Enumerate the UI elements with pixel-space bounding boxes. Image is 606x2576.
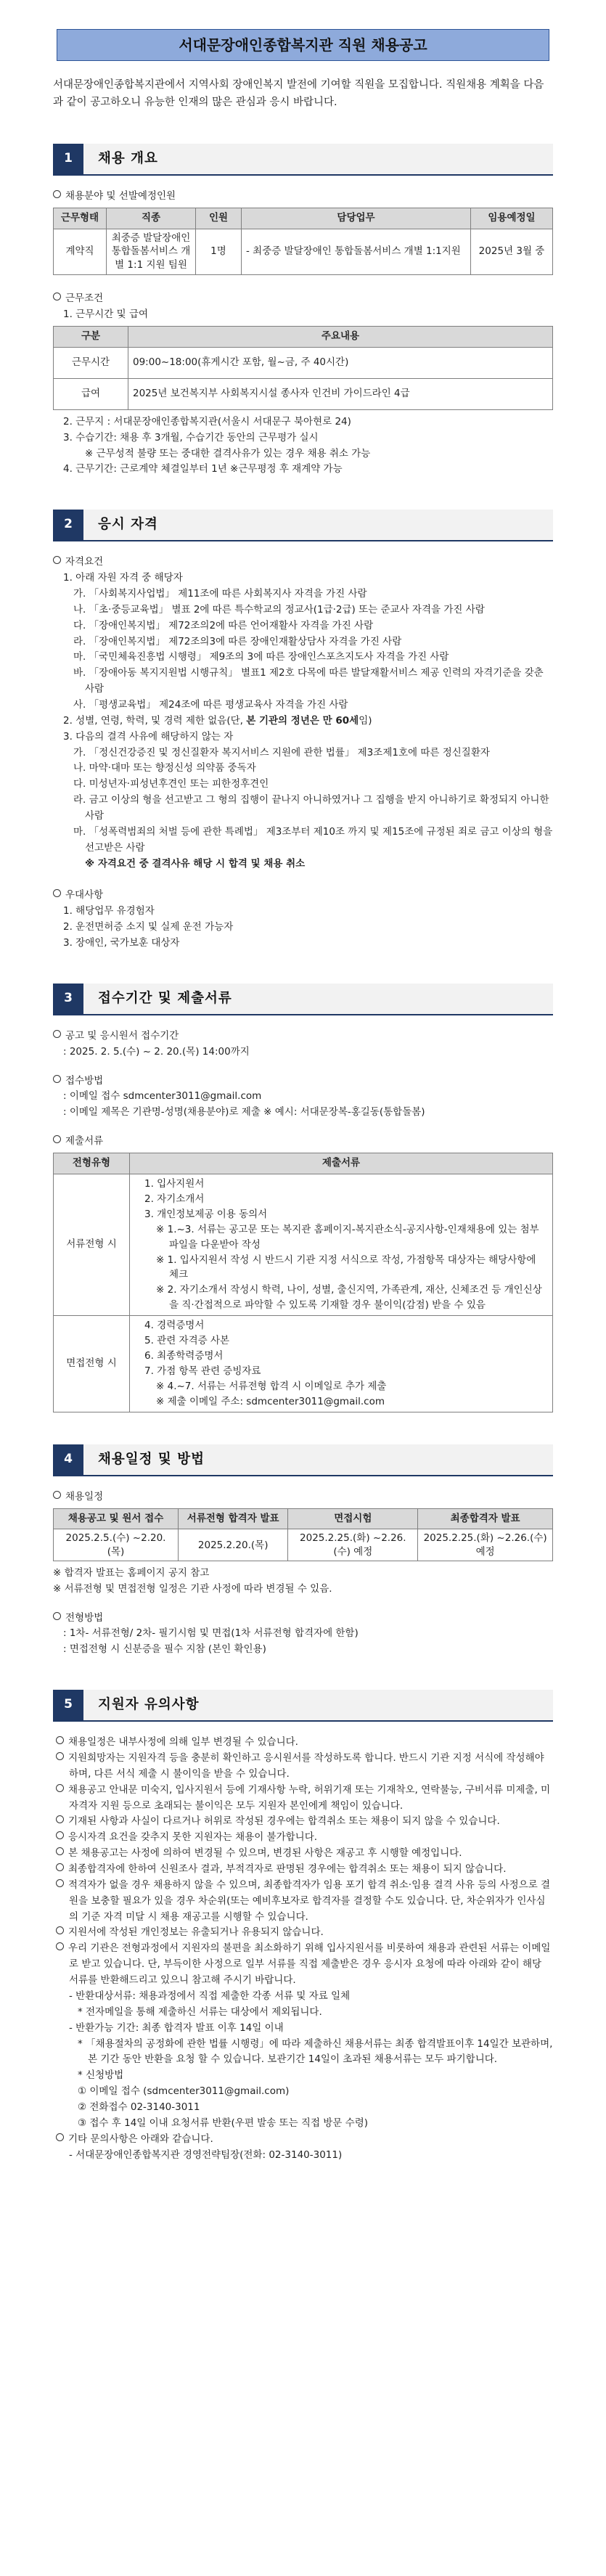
intro-text: 서대문장애인종합복지관에서 지역사회 장애인복지 발전에 기여할 직원을 모집합니다. 직원채용 계획을 다음과 같이 공고하오니 유능한 인재의 많은 관심과 응시 바랍니다. [53, 79, 544, 108]
table-cell: 09:00~18:00(휴게시간 포함, 월~금, 주 40시간) [128, 347, 553, 378]
table-cell: 2025년 3월 중 [471, 229, 553, 275]
list-item: ① 이메일 접수 (sdmcenter3011@gmail.com) [78, 2085, 290, 2098]
list-item: 4. 근무기간: 근로계약 체결일부터 1년 ※근무평정 후 재계약 가능 [63, 463, 343, 475]
list-item: 바. 「장애아동 복지지원법 시행규칙」 별표1 제2호 다목에 따른 발달재활서비스 제공 인력의 자격기준을 갖춘 사람 [73, 667, 544, 695]
list-item: : 이메일 접수 sdmcenter3011@gmail.com [63, 1090, 262, 1103]
section-number: 4 [53, 1444, 83, 1475]
list-item: ※ 자격요건 중 결격사유 해당 시 합격 및 채용 취소 [85, 857, 306, 870]
table-cell: 급여 [54, 378, 128, 409]
subheading: 자격요건 [53, 555, 553, 571]
list-item: 다. 「장애인복지법」 제72조의2에 따른 언어재활사 자격을 가진 사람 [73, 619, 374, 631]
section-body-2 [53, 555, 553, 952]
circle-bullet-icon [53, 556, 61, 564]
circle-bullet-icon [56, 1942, 64, 1950]
list-item: 마. 「국민체육진흥법 시행령」 제9조의 3에 따른 장애인스포츠지도사 자격을 가진 사람 [73, 651, 449, 663]
table-header: 채용공고 및 원서 접수 [54, 1508, 179, 1529]
subheading: 제출서류 [53, 1134, 553, 1150]
list-item: ② 전화접수 02-3140-3011 [78, 2101, 200, 2113]
notice-item: 기재된 사항과 사실이 다르거나 허위로 작성된 경우에는 합격취소 또는 채용이 되지 않을 수 있습니다. [53, 1814, 553, 1830]
list-item: 3. 장애인, 국가보훈 대상자 [63, 937, 180, 949]
subheading: 채용분야 및 선발예정인원 [53, 189, 553, 205]
list-item: - 반환대상서류: 채용과정에서 직접 제출한 각종 서류 및 자료 일체 [69, 1990, 351, 2002]
section-header-2 [53, 510, 553, 541]
circle-bullet-icon [53, 1612, 61, 1620]
section-body-1 [53, 189, 553, 478]
circle-bullet-icon [56, 1736, 64, 1744]
schedule-table [53, 1508, 553, 1561]
section-title: 채용일정 및 방법 [98, 1451, 205, 1467]
list-item: : 면접전형 시 신분증을 필수 지참 (본인 확인용) [63, 1643, 266, 1656]
table-header: 면접시험 [288, 1508, 418, 1529]
notice-item: 채용일정은 내부사정에 의해 일부 변경될 수 있습니다. [53, 1735, 553, 1751]
table-cell: - 최중증 발달장애인 통합돌봄서비스 개별 1:1지원 [242, 229, 471, 275]
conditions-list [53, 414, 553, 478]
circle-bullet-icon [56, 1879, 64, 1887]
subheading: 전형방법 [53, 1611, 553, 1627]
list-item: 1. 해당업무 유경험자 [63, 905, 155, 917]
circle-bullet-icon [56, 2133, 64, 2141]
section-title: 채용 개요 [98, 150, 158, 166]
circle-bullet-icon [53, 1075, 61, 1083]
section-number: 2 [53, 510, 83, 540]
section-header-1 [53, 144, 553, 176]
list-item: 가. 「정신건강증진 및 정신질환자 복지서비스 지원에 관한 법률」 제3조제1호에 따른 정신질환자 [73, 746, 490, 759]
circle-bullet-icon [53, 293, 61, 300]
list-item: * 전자메일을 통해 제출하신 서류는 대상에서 제외됩니다. [78, 2005, 322, 2018]
list-item: * 신청방법 [78, 2069, 124, 2082]
section-header-5 [53, 1690, 553, 1722]
list-item: : 이메일 제목은 기관명-성명(채용분야)로 제출 ※ 예시: 서대문장복-홍길동(통합돌봄) [63, 1106, 425, 1119]
circle-bullet-icon [56, 1784, 64, 1792]
subheading: 공고 및 응시원서 접수기간 [53, 1029, 553, 1044]
table-cell: 2025.2.25.(화) ~2.26.(수) 예정 [418, 1529, 553, 1561]
table-cell: 2025.2.25.(화) ~2.26.(수) 예정 [288, 1529, 418, 1561]
section-body-3 [53, 1029, 553, 1412]
section-body-4 [53, 1489, 553, 1658]
list-item: - 반환가능 기간: 최종 합격자 발표 이후 14일 이내 [69, 2021, 284, 2034]
list-item: 다. 미성년자·피성년후견인 또는 피한정후견인 [73, 778, 269, 790]
list-item: 3. 다음의 결격 사유에 해당하지 않는 자 [63, 730, 234, 743]
notice-item: 기타 문의사항은 아래와 같습니다. [53, 2132, 553, 2148]
work-conditions-table [53, 326, 553, 410]
section-header-3 [53, 984, 553, 1015]
circle-bullet-icon [56, 1926, 64, 1934]
table-header: 인원 [196, 208, 242, 229]
circle-bullet-icon [56, 1752, 64, 1760]
circle-bullet-icon [56, 1831, 64, 1839]
table-cell: 2025.2.20.(목) [179, 1529, 288, 1561]
list-item: 3. 수습기간: 채용 후 3개월, 수습기간 동안의 근무평가 실시 [63, 431, 319, 443]
list-item: ※ 서류전형 및 면접전형 일정은 기관 사정에 따라 변경될 수 있음. [53, 1582, 332, 1595]
table-header: 주요내용 [128, 326, 553, 347]
notice-item: 지원희망자는 지원자격 등을 충분히 확인하고 응시원서를 작성하도록 합니다. 반드시 기관 지정 서식에 작성해야 하며, 다른 서식 제출 시 불이익을 받을 수 있습니다. [53, 1751, 553, 1783]
section-title: 접수기간 및 제출서류 [98, 990, 232, 1006]
list-item: * 「채용절차의 공정화에 관한 법률 시행령」에 따라 제출하신 채용서류는 최종 합격발표이후 14일간 보관하며, 본 기간 동안 반환을 요청 할 수 있습니다. 보관기간 14일이 초과된 채용서류는 모두 파기합니다. [78, 2037, 553, 2066]
notice-item: 지원서에 작성된 개인정보는 유출되거나 유용되지 않습니다. [53, 1925, 553, 1941]
notice-item: 본 채용공고는 사정에 의하여 변경될 수 있으며, 변경된 사항은 재공고 후 시행할 예정입니다. [53, 1846, 553, 1862]
subheading: 근무조건 [53, 291, 553, 307]
list-item: 나. 「초·중등교육법」 별표 2에 따른 특수학교의 정교사(1급·2급) 또는 준교사 자격을 가진 사람 [73, 603, 485, 616]
subheading: 접수방법 [53, 1074, 553, 1089]
list-item: 2. 운전면허증 소지 및 실제 운전 가능자 [63, 921, 234, 933]
table-header: 담당업무 [242, 208, 471, 229]
subheading: 채용일정 [53, 1489, 553, 1505]
notice-item: 적격자가 없을 경우 채용하지 않을 수 있으며, 최종합격자가 임용 포기 합격 취소·임용 결격 사유 등의 사정으로 결원을 보충할 필요가 있을 경우 차순위(또는 예비후보자로 합격자를 결정할 수도 있습니다. 단, 차순위자가 인사심의 기준 자격 미달 시 채용 재공고를 시행할 수 있습니다. [53, 1878, 553, 1926]
list-item: 가. 「사회복지사업법」 제11조에 따른 사회복지사 자격을 가진 사람 [73, 587, 367, 600]
table-header: 구분 [54, 326, 128, 347]
table-header: 직종 [107, 208, 196, 229]
page-title: 서대문장애인종합복지관 직원 채용공고 [57, 29, 549, 61]
table-header: 전형유형 [54, 1153, 130, 1174]
list-item: 라. 금고 이상의 형을 선고받고 그 형의 집행이 끝나지 아니하였거나 그 집행을 받지 아니하기로 확정되지 아니한 사람 [73, 794, 549, 822]
contact-line: - 서대문장애인종합복지관 경영전략팀장(전화: 02-3140-3011) [69, 2148, 343, 2161]
position-table [53, 208, 553, 276]
notice-item: 최종합격자에 한하여 신원조사 결과, 부적격자로 판명된 경우에는 합격취소 또는 채용이 되지 않습니다. [53, 1862, 553, 1878]
list-item: ③ 접수 후 14일 이내 요청서류 반환(우편 발송 또는 직접 방문 수령) [78, 2117, 369, 2129]
list-item: 2. 근무지 : 서대문장애인종합복지관(서울시 서대문구 북아현로 24) [63, 415, 351, 428]
circle-bullet-icon [56, 1815, 64, 1823]
table-cell: 계약직 [54, 229, 107, 275]
table-cell: 2025년 보건복지부 사회복지시설 종사자 인건비 가이드라인 4급 [128, 378, 553, 409]
table-cell: 서류전형 시 [54, 1174, 130, 1315]
circle-bullet-icon [56, 1847, 64, 1855]
circle-bullet-icon [53, 190, 61, 198]
circle-bullet-icon [53, 1491, 61, 1499]
list-item: ※ 합격자 발표는 홈페이지 공지 참고 [53, 1566, 210, 1579]
list-item: 1. 근무시간 및 급여 [63, 308, 149, 321]
list-item: 1. 아래 자원 자격 중 해당자 [63, 572, 183, 584]
notice-item: 채용공고 안내문 미숙지, 입사지원서 등에 기재사항 누락, 허위기재 또는 기재착오, 연락불능, 구비서류 미제출, 미자격자 지원 등으로 초래되는 불이익은 모두 지원자 본인에게 책임이 있습니다. [53, 1783, 553, 1815]
table-header: 최종합격자 발표 [418, 1508, 553, 1529]
table-cell: 면접전형 시 [54, 1316, 130, 1412]
list-item: 라. 「장애인복지법」 제72조의3에 따른 장애인재활상담사 자격을 가진 사람 [73, 635, 402, 647]
circle-bullet-icon [56, 1863, 64, 1871]
title-wrap [57, 29, 549, 61]
section-header-4 [53, 1444, 553, 1476]
list-item: 나. 마약·대마 또는 향정신성 의약품 중독자 [73, 762, 256, 774]
list-item: : 1차- 서류전형/ 2차- 필기시험 및 면접(1차 서류전형 합격자에 한함) [63, 1627, 359, 1640]
section-number: 5 [53, 1690, 83, 1720]
section-title: 응시 자격 [98, 517, 158, 533]
section-title: 지원자 유의사항 [98, 1697, 200, 1713]
list-item: : 2025. 2. 5.(수) ~ 2. 20.(목) 14:00까지 [63, 1045, 250, 1058]
table-header: 임용예정일 [471, 208, 553, 229]
notice-item: 우리 기관은 전형과정에서 지원자의 불편을 최소화하기 위해 입사지원서를 비롯하여 채용과 관련된 서류는 이메일로 받고 있습니다. 단, 부득이한 사정으로 일부 서류를 직접 제출받은 경우 응시자 요청에 따라 아래와 같이 해당 서류를 반환해드리고 있으니 참고해 주시기 바랍니다. [53, 1941, 553, 1989]
table-cell: 4. 경력증명서 5. 관련 자격증 사본 6. 최종학력증명서 7. 가점 항목 관련 증빙자료 ※ 4.~7. 서류는 서류전형 합격 시 이메일로 추가 제출 ※ 제출 이메일 주소: sdmcenter3011@gmail.com [130, 1316, 553, 1412]
section-number: 3 [53, 984, 83, 1014]
list-item: ※ 근무성적 불량 또는 중대한 결격사유가 있는 경우 채용 취소 가능 [85, 447, 371, 459]
table-header: 서류전형 합격자 발표 [179, 1508, 288, 1529]
table-cell: 근무시간 [54, 347, 128, 378]
notice-item: 응시자격 요건을 갖추지 못한 지원자는 채용이 불가합니다. [53, 1830, 553, 1846]
circle-bullet-icon [53, 1030, 61, 1038]
section-body-5 [53, 1735, 553, 2163]
circle-bullet-icon [53, 1135, 61, 1143]
section-number: 1 [53, 144, 83, 174]
table-cell: 1명 [196, 229, 242, 275]
table-cell: 1. 입사지원서 2. 자기소개서 3. 개인정보제공 이용 동의서 ※ 1.~3. 서류는 공고문 또는 복지관 홈페이지-복지관소식-공지사항-인재채용에 있는 첨부파일을 다운받아 작성 ※ 1. 입사지원서 작성 시 반드시 기관 지정 서식으로 작성, 가점항목 대상자는 해당사항에 체크 ※ 2. 자기소개서 작성시 학력, 나이, 성별, 출신지역, 가족관계, 재산, 신체조건 등 개인신상을 직·간접적으로 파악할 수 있도록 기재할 경우 불이익(감점) 받을 수 있음 [130, 1174, 553, 1315]
list-item: 마. 「성폭력범죄의 처벌 등에 관한 특례법」 제3조부터 제10조 까지 및 제15조에 규정된 죄로 금고 이상의 형을 선고받은 사람 [73, 825, 553, 854]
list-item: 사. 「평생교육법」 제24조에 따른 평생교육사 자격을 가진 사람 [73, 698, 348, 711]
circle-bullet-icon [53, 889, 61, 897]
subheading: 우대사항 [53, 888, 553, 904]
table-cell: 2025.2.5.(수) ~2.20.(목) [54, 1529, 179, 1561]
list-item: 2. 성별, 연령, 학력, 및 경력 제한 없음(단, 본 기관의 정년은 만 60세임) [63, 714, 372, 727]
table-header: 근무형태 [54, 208, 107, 229]
table-cell: 최중증 발달장애인 통합돌봄서비스 개별 1:1 지원 팀원 [107, 229, 196, 275]
documents-table [53, 1153, 553, 1412]
table-header: 제출서류 [130, 1153, 553, 1174]
